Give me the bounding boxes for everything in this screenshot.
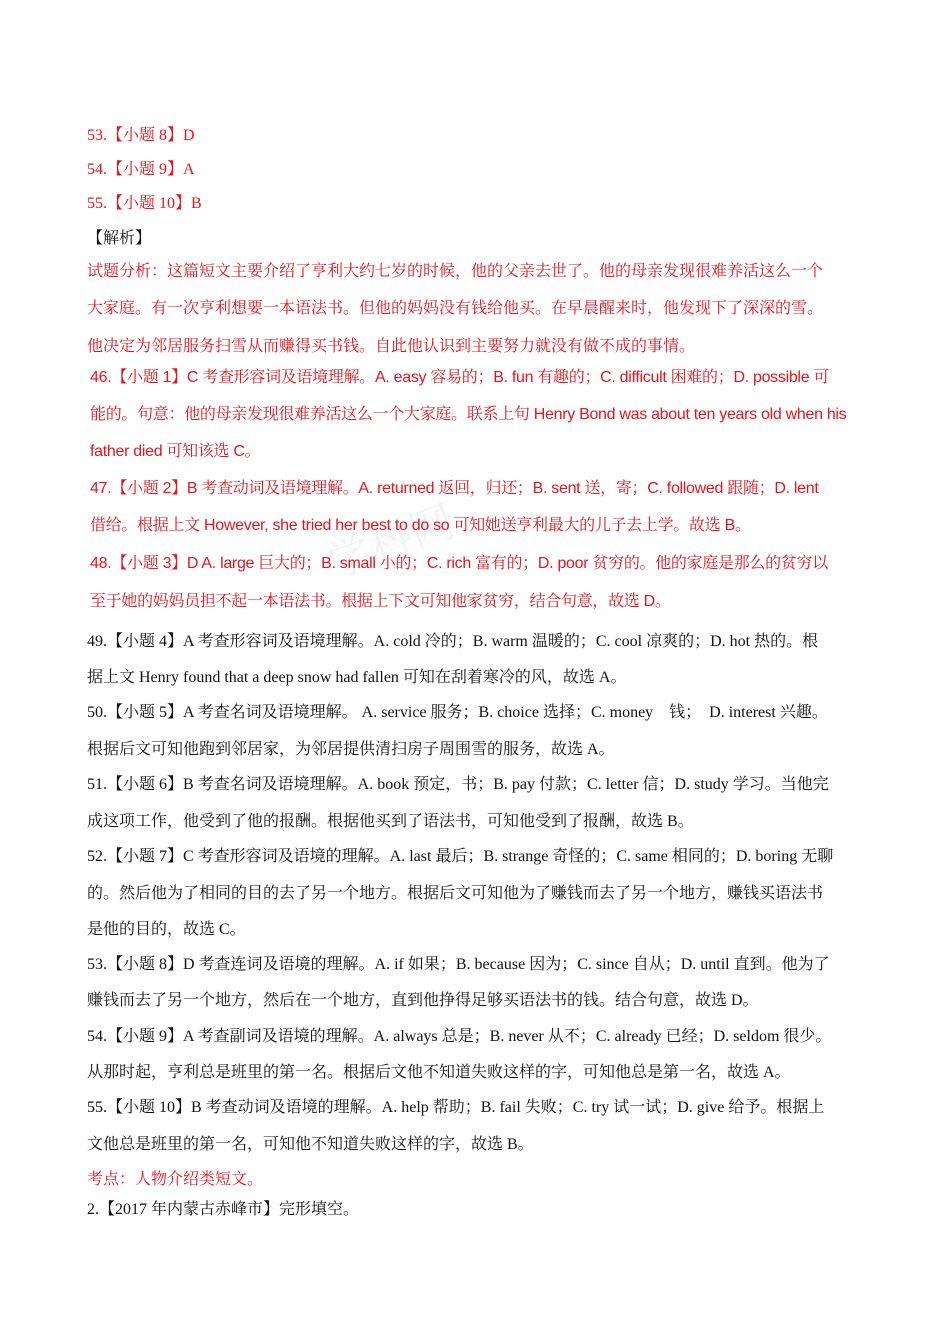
next-question-heading: 2.【2017 年内蒙古赤峰市】完形填空。 <box>87 1201 360 1218</box>
analysis-line: 他决定为邻居服务扫雪从而赚得买书钱。自此他认识到主要努力就没有做不成的事情。 <box>87 338 696 355</box>
answer-item-52-cont: 是他的目的，故选 C。 <box>87 921 246 938</box>
short-answer-54: 54.【小题 9】A <box>87 161 195 178</box>
watermark-text: 学科网 <box>319 496 462 590</box>
answer-item-48: 48.【小题 3】D A. large 巨大的；B. small 小的；C. rich 富有的；D. poor 贫穷的。他的家庭是那么的贫穷以 <box>90 555 828 572</box>
answer-item-46: 46.【小题 1】C 考查形容词及语境理解。A. easy 容易的；B. fun 有趣的；C. difficult 困难的；D. possible 可 <box>90 369 830 386</box>
answer-item-53: 53.【小题 8】D 考查连词及语境的理解。A. if 如果；B. because 因为；C. since 自从；D. until 直到。他为了 <box>87 956 830 973</box>
answer-item-50: 50.【小题 5】A 考查名词及语境理解。 A. service 服务；B. choice 选择；C. money 钱； D. interest 兴趣。 <box>87 704 828 721</box>
answer-item-46-cont: 能的。句意：他的母亲发现很难养活这么一个大家庭。联系上句 Henry Bond was about ten years old when his <box>90 406 847 423</box>
answer-item-49: 49.【小题 4】A 考查形容词及语境理解。A. cold 冷的；B. warm 温暖的；C. cool 凉爽的；D. hot 热的。根 <box>87 633 819 650</box>
answer-item-53-cont: 赚钱而去了另一个地方，然后在一个地方，直到他挣得足够买语法书的钱。结合句意，故选 D。 <box>87 992 759 1009</box>
answer-item-54: 54.【小题 9】A 考查副词及语境的理解。A. always 总是；B. never 从不；C. already 已经；D. seldom 很少。 <box>87 1028 832 1045</box>
answer-item-47: 47.【小题 2】B 考查动词及语境理解。A. returned 返回，归还；B. sent 送，寄；C. followed 跟随；D. lent <box>90 480 819 497</box>
answer-item-49-cont: 据上文 Henry found that a deep snow had fallen 可知在刮着寒冷的风，故选 A。 <box>87 669 627 686</box>
answer-item-50-cont: 根据后文可知他跑到邻居家，为邻居提供清扫房子周围雪的服务，故选 A。 <box>87 741 615 758</box>
answer-item-52: 52.【小题 7】C 考查形容词及语境的理解。A. last 最后；B. strange 奇怪的；C. same 相同的；D. boring 无聊 <box>87 848 834 865</box>
answer-item-46-cont: father died 可知该选 C。 <box>90 443 261 460</box>
answer-item-54-cont: 从那时起，亨利总是班里的第一名。根据后文他不知道失败这样的字，可知他总是第一名，故选 A。 <box>87 1064 791 1081</box>
answer-item-51: 51.【小题 6】B 考查名词及语境理解。A. book 预定，书；B. pay 付款；C. letter 信；D. study 学习。当他完 <box>87 776 829 793</box>
answer-item-55: 55.【小题 10】B 考查动词及语境的理解。A. help 帮助；B. fail 失败；C. try 试一试；D. give 给予。根据上 <box>87 1099 825 1116</box>
analysis-line: 大家庭。有一次亨利想要一本语法书。但他的妈妈没有钱给他买。在早晨醒来时，他发现下了深深的雪。 <box>87 300 824 317</box>
kaodian-note: 考点：人物介绍类短文。 <box>87 1171 264 1188</box>
answer-item-47-cont: 借给。根据上文 However, she tried her best to do so 可知她送亨利最大的儿子去上学。故选 B。 <box>90 517 751 534</box>
analysis-line: 试题分析：这篇短文主要介绍了亨利大约七岁的时候，他的父亲去世了。他的母亲发现很难养活这么一个 <box>87 263 824 280</box>
short-answer-53: 53.【小题 8】D <box>87 127 195 144</box>
answer-item-51-cont: 成这项工作，他受到了他的报酬。根据他买到了语法书，可知他受到了报酬，故选 B。 <box>87 813 694 830</box>
answer-item-48-cont: 至于她的妈妈员担不起一本语法书。根据上下文可知他家贫穷，结合句意，故选 D。 <box>90 593 671 610</box>
answer-item-55-cont: 文他总是班里的第一名，可知他不知道失败这样的字，故选 B。 <box>87 1136 534 1153</box>
answer-item-52-cont: 的。然后他为了相同的目的去了另一个地方。根据后文可知他为了赚钱而去了另一个地方，赚钱买语法书 <box>87 885 824 902</box>
analysis-heading: 【解析】 <box>87 230 152 247</box>
short-answer-55: 55.【小题 10】B <box>87 195 202 212</box>
